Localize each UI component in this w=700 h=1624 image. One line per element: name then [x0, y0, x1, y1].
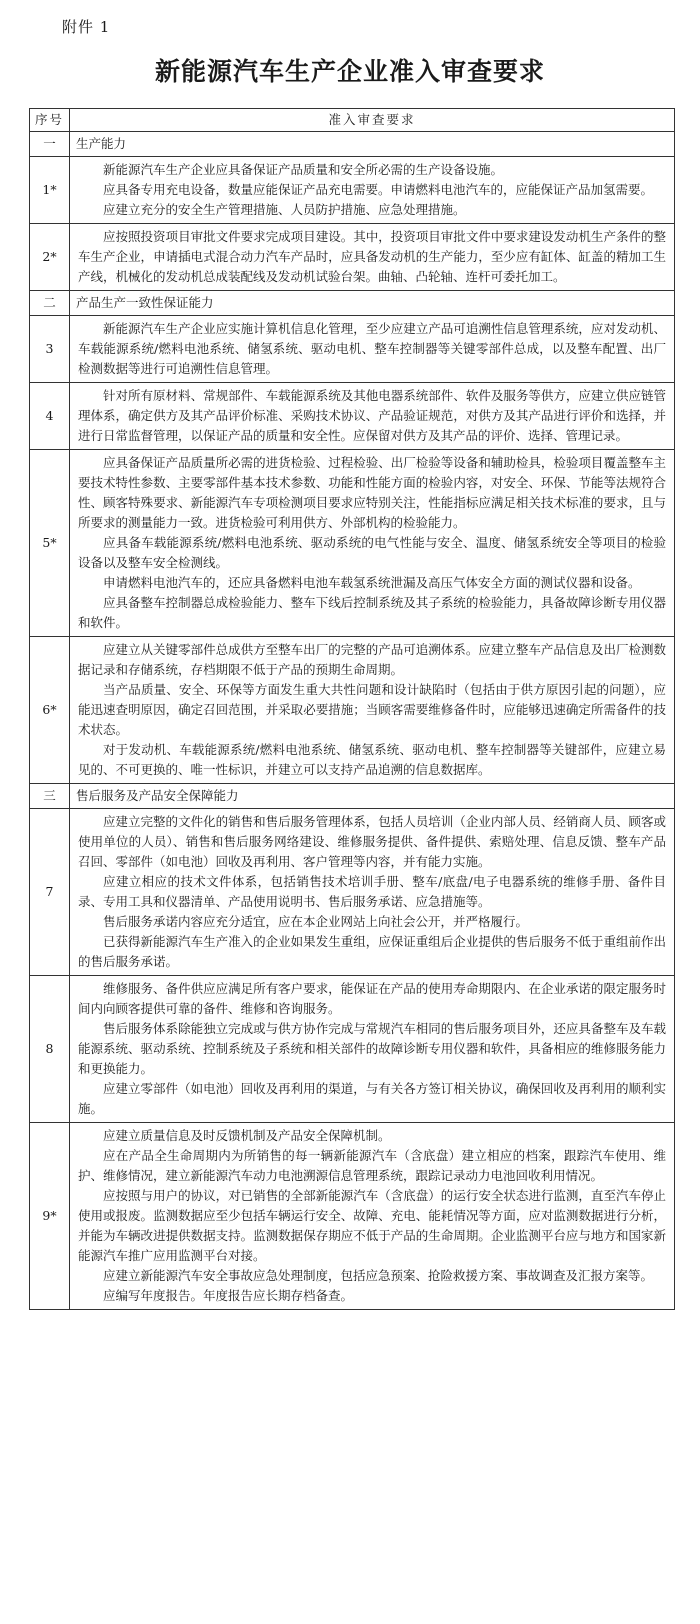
item-number: 5* — [30, 450, 70, 637]
item-number: 9* — [30, 1123, 70, 1310]
table-row — [30, 637, 675, 784]
requirement-paragraph: 维修服务、备件供应应满足所有客户要求，能保证在产品的使用寿命期限内、在企业承诺的限定服务时间内向顾客提供可靠的备件、维修和咨询服务。 — [78, 981, 666, 1016]
section-number: 二 — [30, 291, 70, 316]
item-requirements — [70, 1123, 675, 1310]
item-requirements — [70, 224, 675, 291]
item-requirements — [70, 450, 675, 637]
requirement-paragraph: 应按照投资项目审批文件要求完成项目建设。其中，投资项目审批文件中要求建设发动机生产条件的整车生产企业，申请插电式混合动力汽车产品时，应具备发动机的生产能力，至少应有缸体、缸盖的精加工生产线，机械化的发动机总成装配线及发动机试验台架。曲轴、凸轮轴、连杆可委托加工。 — [78, 229, 666, 284]
section-number: 三 — [30, 784, 70, 809]
item-requirements — [70, 157, 675, 224]
item-number: 7 — [30, 809, 70, 976]
requirement-paragraph: 应编写年度报告。年度报告应长期存档备查。 — [103, 1288, 354, 1303]
section-number: 一 — [30, 132, 70, 157]
table-row — [30, 157, 675, 224]
requirement-paragraph: 当产品质量、安全、环保等方面发生重大共性问题和设计缺陷时（包括由于供方原因引起的问题），应能迅速查明原因，确定召回范围，并采取必要措施；当顾客需要维修备件时，应能够迅速确定所需备件的技术状态。 — [78, 682, 666, 737]
requirements-table — [29, 108, 675, 1310]
table-row — [30, 224, 675, 291]
requirement-paragraph: 应具备整车控制器总成检验能力、整车下线后控制系统及其子系统的检验能力，具备故障诊断专用仪器和软件。 — [78, 595, 666, 630]
requirement-paragraph: 售后服务承诺内容应充分适宜，应在本企业网站上向社会公开，并严格履行。 — [103, 914, 529, 929]
requirement-paragraph: 应建立完整的文件化的销售和售后服务管理体系，包括人员培训（企业内部人员、经销商人员、顾客或使用单位的人员）、销售和售后服务网络建设、维修服务提供、备件提供、索赔处理、信息反馈、整车产品召回、零部件（如电池）回收及再利用、客户管理等内容，并有能力实施。 — [78, 814, 666, 869]
item-requirements — [70, 976, 675, 1123]
item-requirements — [70, 383, 675, 450]
table-header-row — [30, 109, 675, 132]
requirement-paragraph: 应具备保证产品质量所必需的进货检验、过程检验、出厂检验等设备和辅助检具，检验项目覆盖整车主要技术特性参数、主要零部件基本技术参数、功能和性能方面的检验内容，对安全、环保、节能等法规符合性、顾客特殊要求、新能源汽车专项检测项目要求应特别关注，性能指标应满足相关技术标准的要求，且与所要求的测量能力一致。进货检验可利用供方、外部机构的检验能力。 — [78, 455, 666, 530]
section-row — [30, 784, 675, 809]
requirement-paragraph: 针对所有原材料、常规部件、车载能源系统及其他电器系统部件、软件及服务等供方，应建立供应链管理体系，确定供方及其产品评价标准、采购技术协议、产品验证规范，对供方及其产品进行评价和选择，并进行日常监督管理，以保证产品的质量和安全性。应保留对供方及其产品的评价、选择、管理记录。 — [78, 388, 666, 443]
requirement-paragraph: 应建立相应的技术文件体系，包括销售技术培训手册、整车/底盘/电子电器系统的维修手册、备件目录、专用工具和仪器清单、产品使用说明书、售后服务承诺、应急措施等。 — [78, 874, 666, 909]
requirement-paragraph: 应建立新能源汽车安全事故应急处理制度，包括应急预案、抢险救援方案、事故调查及汇报方案等。 — [103, 1268, 654, 1283]
item-number: 3 — [30, 316, 70, 383]
item-number: 8 — [30, 976, 70, 1123]
item-requirements — [70, 809, 675, 976]
item-number: 4 — [30, 383, 70, 450]
document-title: 新能源汽车生产企业准入审查要求 — [154, 57, 545, 86]
table-row — [30, 316, 675, 383]
section-row — [30, 291, 675, 316]
table-row — [30, 450, 675, 637]
attachment-label: 附件 1 — [62, 18, 111, 36]
requirement-paragraph: 新能源汽车生产企业应实施计算机信息化管理，至少应建立产品可追溯性信息管理系统，应对发动机、车载能源系统/燃料电池系统、储氢系统、驱动电机、整车控制器等关键零部件总成，以及整车配置、出厂检测数据等进行可追溯性信息管理。 — [78, 321, 666, 376]
table-row — [30, 976, 675, 1123]
requirement-paragraph: 应建立从关键零部件总成供方至整车出厂的完整的产品可追溯体系。应建立整车产品信息及出厂检测数据记录和存储系统，存档期限不低于产品的预期生命周期。 — [78, 642, 666, 677]
item-requirements — [70, 637, 675, 784]
table-row — [30, 1123, 675, 1310]
table-body — [30, 132, 675, 1310]
requirement-paragraph: 应建立质量信息及时反馈机制及产品安全保障机制。 — [103, 1128, 391, 1143]
section-title: 产品生产一致性保证能力 — [70, 291, 675, 316]
section-row — [30, 132, 675, 157]
requirement-paragraph: 应在产品全生命周期内为所销售的每一辆新能源汽车（含底盘）建立相应的档案，跟踪汽车使用、维护、维修情况，建立新能源汽车动力电池溯源信息管理系统，跟踪记录动力电池回收利用情况。 — [78, 1148, 666, 1183]
item-number: 6* — [30, 637, 70, 784]
requirement-paragraph: 应按照与用户的协议，对已销售的全部新能源汽车（含底盘）的运行安全状态进行监测，直至汽车停止使用或报废。监测数据应至少包括车辆运行安全、故障、充电、能耗情况等方面，应对监测数据进行分析，并能为车辆改进提供数据支持。监测数据保存期应不低于产品的生命周期。企业监测平台应与地方和国家新能源汽车推广应用监测平台对接。 — [78, 1188, 666, 1263]
header-requirements: 准入审查要求 — [70, 109, 675, 132]
section-title: 生产能力 — [70, 132, 675, 157]
requirement-paragraph: 已获得新能源汽车生产准入的企业如果发生重组，应保证重组后企业提供的售后服务不低于重组前作出的售后服务承诺。 — [78, 934, 666, 969]
section-title: 售后服务及产品安全保障能力 — [70, 784, 675, 809]
table-row — [30, 809, 675, 976]
requirement-paragraph: 申请燃料电池汽车的，还应具备燃料电池车载氢系统泄漏及高压气体安全方面的测试仪器和设备。 — [103, 575, 641, 590]
item-requirements — [70, 316, 675, 383]
header-serial-number: 序号 — [30, 109, 70, 132]
table-row — [30, 383, 675, 450]
requirement-paragraph: 对于发动机、车载能源系统/燃料电池系统、储氢系统、驱动电机、整车控制器等关键部件，应建立易见的、不可更换的、唯一性标识，并建立可以支持产品追溯的信息数据库。 — [78, 742, 666, 777]
requirement-paragraph: 应建立零部件（如电池）回收及再利用的渠道，与有关各方签订相关协议，确保回收及再利用的顺利实施。 — [78, 1081, 666, 1116]
requirement-paragraph: 应具备车载能源系统/燃料电池系统、驱动系统的电气性能与安全、温度、储氢系统安全等项目的检验设备以及整车安全检测线。 — [78, 535, 666, 570]
requirement-paragraph: 应具备专用充电设备，数量应能保证产品充电需要。申请燃料电池汽车的，应能保证产品加氢需要。 — [103, 182, 654, 197]
requirement-paragraph: 售后服务体系除能独立完成或与供方协作完成与常规汽车相同的售后服务项目外，还应具备整车及车载能源系统、驱动系统、控制系统及子系统和相关部件的故障诊断专用仪器和软件，具备相应的维修服务能力和更换能力。 — [78, 1021, 666, 1076]
requirement-paragraph: 应建立充分的安全生产管理措施、人员防护措施、应急处理措施。 — [103, 202, 466, 217]
item-number: 2* — [30, 224, 70, 291]
requirement-paragraph: 新能源汽车生产企业应具备保证产品质量和安全所必需的生产设备设施。 — [103, 162, 504, 177]
item-number: 1* — [30, 157, 70, 224]
